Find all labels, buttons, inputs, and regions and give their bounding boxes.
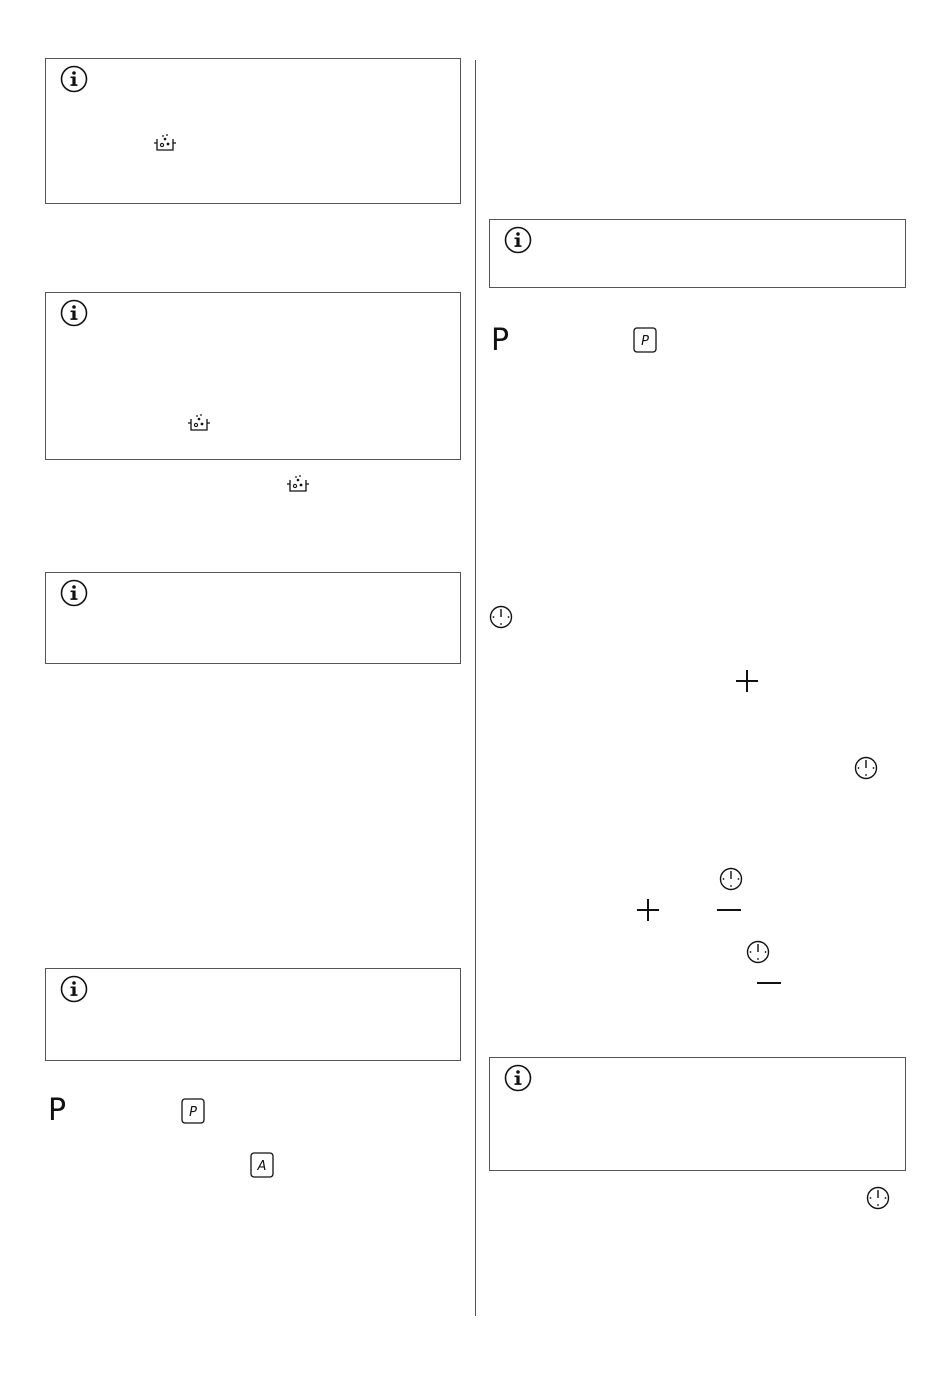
column-divider [475,60,476,1316]
program-key-label: P [189,1105,197,1120]
plus-icon [734,668,760,694]
timer-clock-icon [746,940,770,964]
pot-boil-icon [152,133,178,153]
pot-boil-icon [285,474,311,494]
program-letter: P [48,1093,67,1128]
note-box-3 [45,572,461,664]
minus-icon [715,897,743,923]
note-box-6 [489,1057,906,1171]
note-box-2 [45,292,461,460]
note-box-4 [45,968,461,1061]
info-icon [504,226,532,254]
pot-boil-icon [186,413,212,433]
timer-clock-icon [719,867,743,891]
info-icon [60,299,88,327]
program-key-icon [633,327,657,353]
info-icon [504,1064,532,1092]
auto-key-icon [250,1152,274,1178]
program-key-label: P [641,334,649,349]
minus-icon [755,970,783,996]
info-icon [60,579,88,607]
auto-key-label: A [257,1159,267,1174]
info-icon [60,975,88,1003]
info-icon [60,65,88,93]
program-letter: P [491,323,510,358]
timer-clock-icon [489,605,513,629]
timer-clock-icon [854,756,878,780]
plus-icon [635,897,661,923]
note-box-5 [489,219,906,288]
timer-clock-icon [866,1186,890,1210]
note-box-1 [45,58,461,204]
program-key-icon [181,1098,205,1124]
